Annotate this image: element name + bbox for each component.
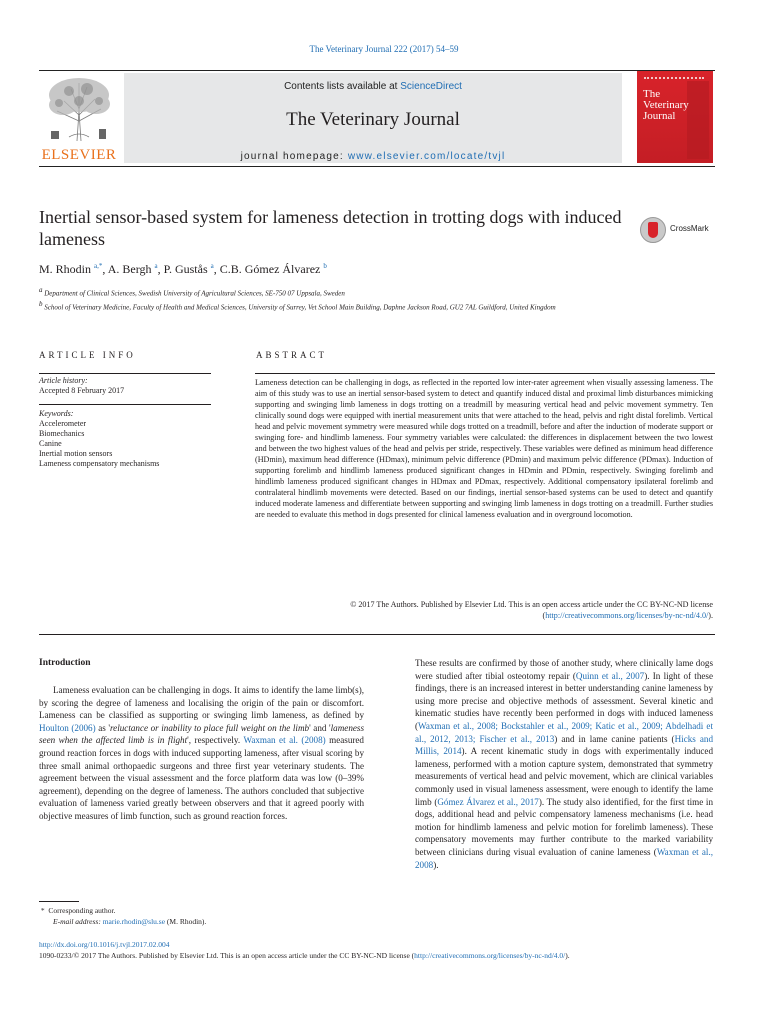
cover-title-line1: The (643, 88, 661, 100)
journal-masthead (39, 70, 715, 167)
keyword-item: Lameness compensatory mechanisms (39, 459, 160, 468)
author-name: P. Gustås (163, 262, 208, 276)
publisher-name: ELSEVIER (41, 147, 117, 163)
intro-text: ). (433, 859, 439, 870)
author-name: C.B. Gómez Álvarez (219, 262, 321, 276)
quoted-definition: reluctance or inability to place full weight on the limb (109, 722, 310, 733)
email-label: E-mail address: (53, 917, 103, 926)
journal-citation[interactable]: The Veterinary Journal 222 (2017) 54–59 (309, 44, 459, 54)
abstract-bottom-rule (39, 634, 715, 635)
affiliation-a (39, 285, 619, 299)
license-close: ). (708, 611, 713, 620)
intro-text: ) and in lame canine patients ( (554, 733, 675, 744)
article-info-rule (39, 373, 211, 374)
intro-text: These results are confirmed by those of another study, where clinically lame dogs were studied after tibial osteotomy repair ( (415, 658, 713, 681)
reference-link[interactable]: Quinn et al., 2007 (575, 670, 645, 681)
history-label: Article history: (39, 376, 88, 385)
reference-link[interactable]: Waxman et al. (2008) (243, 735, 326, 746)
sciencedirect-link[interactable]: ScienceDirect (400, 81, 462, 92)
author-affiliation-mark[interactable]: b (323, 262, 327, 270)
keyword-item: Biomechanics (39, 429, 85, 438)
homepage-line (124, 151, 622, 162)
quoted-definition: lameness seen when the affected limb is in flight (39, 722, 364, 746)
article-identifiers (39, 939, 719, 961)
reference-link[interactable]: Hicks and Millis, 2014 (415, 733, 713, 757)
crossmark-label: CrossMark (670, 224, 709, 233)
affiliation-mark: b (39, 300, 43, 309)
footnote-mark: * (40, 906, 45, 915)
email-suffix: (M. Rhodin). (165, 917, 207, 926)
accepted-date: Accepted 8 February 2017 (39, 386, 125, 395)
author-list (39, 262, 699, 277)
author-affiliation-mark[interactable]: a (154, 262, 158, 270)
email-link[interactable]: marie.rhodin@slu.se (102, 917, 166, 926)
journal-info-box (124, 73, 622, 163)
intro-text: ', respectively. (187, 735, 244, 746)
author-name: M. Rhodin (39, 262, 92, 276)
contents-prefix: Contents lists available at (284, 81, 401, 92)
author-name: A. Bergh (107, 262, 152, 276)
intro-text: measured ground reaction forces in dogs with induced supporting lameness, after visual scoring by three small animal orthopaedic surgeons and three first year veterinary students. The agreement between the visual assessment and the force platform data was low (0–39% agreement), depending on the degree of lameness. The authors concluded that subjective evaluation of lameness varied greatly between observers and that it agreed poorly with objective measures of limb function, such as ground reaction forces. (39, 735, 364, 821)
author-separator: , (213, 262, 220, 276)
crossmark-badge[interactable] (640, 217, 736, 245)
reference-link[interactable]: Waxman et al., 2008 (415, 846, 713, 870)
crossmark-icon (640, 217, 666, 243)
affiliation-text: Department of Clinical Sciences, Swedish University of Agricultural Sciences, SE-750 07 Uppsala, Sweden (44, 289, 345, 298)
issn-license-line (39, 950, 719, 961)
intro-text: ). In light of these findings, there is an increased interest in better understanding canine lameness by using more precise and objective methods of assessment. Several kinetic and kinematic studies have recently been performed in dogs with induced lameness ( (415, 670, 713, 731)
article-info-heading: ARTICLE INFO (39, 350, 136, 360)
cover-pattern (644, 77, 704, 85)
footnote-rule (39, 901, 79, 902)
footnote-line (39, 905, 369, 916)
keyword-item: Accelerometer (39, 419, 87, 428)
cover-title-line2: Veterinary Journal (643, 99, 689, 122)
author-affiliation-mark[interactable]: a,* (94, 262, 103, 270)
cover-title (643, 89, 713, 122)
reference-link[interactable]: Houlton (2006) (39, 722, 96, 733)
keywords-label: Keywords: (39, 404, 211, 419)
intro-text: Lameness evaluation can be challenging in dogs. It aims to identify the lame limb(s), by scoring the degree of lameness and localising the origin of the pain or discomfort. Lameness can be classified as supporting or swinging limb lameness, as defined by (39, 685, 364, 721)
article-title: Inertial sensor-based system for lameness detection in trotting dogs with induced lameness (39, 207, 622, 249)
journal-cover-thumbnail[interactable] (637, 71, 713, 163)
license-close: ). (565, 951, 570, 960)
intro-text: ). A recent kinematic study in dogs with experimentally induced lameness, performed with a motion capture system, demonstrated that symmetry measurements of vertical head and pelvic movement, which are clinical variables commonly used in visual lameness assessment, were enough to identify the lame limb ( (415, 746, 713, 807)
affiliation-mark: a (39, 286, 43, 294)
email-line (39, 916, 369, 927)
homepage-label: journal homepage: (240, 151, 348, 162)
contents-line (124, 81, 622, 92)
article-info-panel (39, 376, 211, 469)
license-link[interactable]: http://creativecommons.org/licenses/by-nc-nd/4.0/ (545, 611, 709, 620)
doi-link[interactable]: http://dx.doi.org/10.1016/j.tvjl.2017.02.004 (39, 940, 170, 949)
keyword-item: Canine (39, 439, 62, 448)
intro-paragraph-right (415, 657, 713, 871)
affiliation-text: School of Veterinary Medicine, Faculty of Health and Medical Sciences, University of Surrey, Vet School Main Building, Daphne Jackson Road, GU2 7AL Guildford, United Kingdom (44, 303, 556, 312)
crossmark-bookmark-icon (648, 222, 658, 238)
issn-text: 1090-0233/© 2017 The Authors. Published by Elsevier Ltd. This is an open access article under the CC BY-NC-ND license ( (39, 951, 415, 960)
homepage-link[interactable]: www.elsevier.com/locate/tvjl (347, 151, 506, 162)
reference-link[interactable]: Waxman et al., 2008; Bockstahler et al., 2009; Katic et al., 2009; Abdelhadi et al., 2012, 2013; Fischer et al., 2013 (415, 720, 713, 744)
intro-paragraph-left (39, 684, 364, 823)
intro-text: ). The study also identified, for the first time in dogs, additional head and pelvic compensatory lameness mechanisms (i.e. head motion for hindlimb lameness and pelvic motion for forelimb lameness). These compensatory movements may further contribute to the marked variability between clinicians during visual evaluation of canine lameness ( (415, 796, 713, 857)
license-link[interactable]: http://creativecommons.org/licenses/by-nc-nd/4.0/ (414, 951, 566, 960)
license-text: © 2017 The Authors. Published by Elsevier Ltd. This is an open access article under the CC BY-NC-ND license ( (350, 600, 713, 620)
affiliations (39, 285, 619, 314)
abstract-heading: ABSTRACT (256, 350, 328, 360)
abstract-rule (255, 373, 715, 374)
introduction-heading: Introduction (39, 658, 91, 668)
journal-name: The Veterinary Journal (286, 109, 460, 130)
corresponding-author-footnote (39, 905, 369, 927)
abstract-license (255, 599, 713, 621)
corresponding-label: Corresponding author. (48, 906, 116, 915)
intro-text: ' and ' (309, 722, 331, 733)
elsevier-tree-logo (39, 71, 119, 166)
author-separator: , (102, 262, 108, 276)
keyword-item: Inertial motion sensors (39, 449, 113, 458)
reference-link[interactable]: Gómez Álvarez et al., 2017 (437, 796, 539, 807)
affiliation-b (39, 299, 619, 313)
tree-icon (39, 71, 119, 143)
abstract-text: Lameness detection can be challenging in dogs, as reflected in the reported low inter-rater agreement when visually assessing lameness. The aim of this study was to use an inertial sensor-based system to detect and quantify induced distal and proximal limb disturbances mimicking supporting and swinging limb lameness in dogs trotting on a treadmill by measuring vertical head and pelvic movement symmetry. Ten clinically sound dogs were equipped with inertial measurement units that were attached to the head, pelvis and right distal forelimb. Vertical head and pelvic movement symmetry were measured while dogs trotted on a treadmill, before and after the induction of moderate support or swinging fore- and hindlimb lameness. Four symmetry variables were calculated: the differences in displacement between the two lowest and between the two highest values of the head and pelvis per stride, respectively. These variables were defined as minimum head difference (HDmin), maximum head difference (HDmax), minimum pelvic difference (PDmin) and maximum pelvic difference (PDmax). Induction of supporting forelimb and hindlimb lameness produced significant changes in HDmin and PDmin, respectively. Swinging forelimb and hindlimb lameness produced significant changes in HDmax and PDmax, respectively. Additional compensatory ipsilateral forelimb and contralateral hindlimb movements were detected. Based on our findings, inertial sensor-based systems can be used to detect and quantify induced moderate lameness and differentiate between supporting and swinging limb lameness in dogs trotting on a treadmill. Further studies are needed to evaluate this method in dogs presented for clinical lameness evaluation and in overground locomotion. (255, 378, 713, 519)
intro-text: as ' (95, 722, 110, 733)
author-affiliation-mark[interactable]: a (210, 262, 214, 270)
author-separator: , (157, 262, 164, 276)
